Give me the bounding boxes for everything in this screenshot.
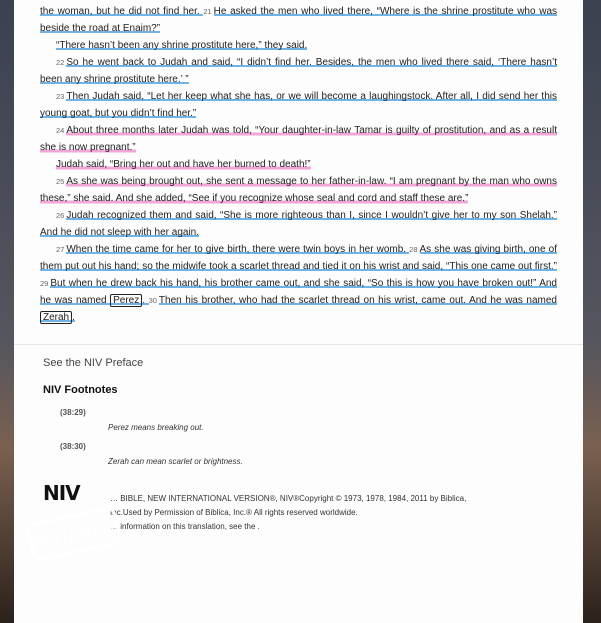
copyright-line[interactable]: … information on this translation, see the . [110,522,260,531]
niv-preface-link[interactable]: See the NIV Preface [43,357,144,369]
footnote [60,408,557,432]
footnote-text: Perez means breaking out. [108,423,204,432]
verse-number[interactable]: 22 [56,58,65,67]
verse-number[interactable]: 21 [203,7,212,16]
divider [14,344,583,345]
verse-number[interactable]: 23 [56,92,65,101]
footnote-ref[interactable]: (38:29) [60,408,86,417]
verse-number[interactable]: 25 [56,177,65,186]
copyright-line: … BIBLE, NEW INTERNATIONAL VERSION®, NIV®Copyright © 1973, 1978, 1984, 2011 by Biblica, [110,494,467,503]
verse-paragraph [40,207,557,241]
verse-text: But when he drew back his hand, his brother came out, and she said, “So this is how you have broken out!” And he was named [40,278,557,306]
verse-text: He asked the men who lived there, “Where is the shrine prostitute who was beside the road at Enaim?” [40,6,558,34]
verse-text: Then his brother, who had the scarlet thread on his wrist, came out. And he was named [158,295,557,306]
verse-text: As she was being brought out, she sent a message to her father-in-law. “I am pregnant by the man who owns these,” she said. And she added, “See if you recognize whose seal and cord and staff these are.” [40,176,557,204]
footnote [60,442,557,466]
verse-text: “There hasn’t been any shrine prostitute here,” they said. [56,40,308,51]
scripture-text [40,0,557,326]
verse-paragraph [40,241,557,326]
verse-text: So he went back to Judah and said, “I didn’t find her. Besides, the men who lived there said, ‘There hasn’t been any shrine prostitute here.’ ” [40,57,557,85]
verse-text: As she was giving birth, one of them put out his hand; so the midwife took a scarlet thread and tied it on his wrist and said, “This one came out first.” [40,244,557,272]
verse-text: . [72,312,75,323]
verse-text: Judah recognized them and said, “She is more righteous than I, since I wouldn’t give her to my son Shelah.” And he did not sleep with her again. [40,210,557,238]
watermark-text: Scripture [29,516,119,555]
verse-text: Judah said, “Bring her out and have her burned to death!” [56,159,311,170]
niv-logo: NIV [43,481,80,505]
verse-number[interactable]: 28 [409,245,418,254]
verse-text: Then Judah said, “Let her keep what she has, or we will become a laughingstock. After all, I did send her this young goat, but you didn’t find her.” [40,91,557,119]
verse-paragraph [40,88,557,122]
verse-number[interactable]: 29 [40,279,49,288]
verse-paragraph [40,173,557,207]
boxed-name: Perez [110,294,142,307]
verse-paragraph [40,156,557,173]
background-right [583,0,601,623]
verse-text: About three months later Judah was told, “Your daughter-in-law Tamar is guilty of prostitution, and as a result she is now pregnant.” [40,125,557,153]
verse-paragraph [40,3,557,37]
copyright-line: Inc.Used by Permission of Biblica, Inc.® All rights reserved worldwide. [110,508,358,517]
background-left [0,0,14,623]
verse-number[interactable]: 30 [148,296,157,305]
verse-text: When the time came for her to give birth, there were twin boys in her womb. [66,244,410,255]
verse-paragraph [40,54,557,88]
verse-number[interactable]: 26 [56,211,65,220]
verse-text: . [142,295,149,306]
verse-paragraph [40,37,557,54]
verse-number[interactable]: 24 [56,126,65,135]
verse-paragraph [40,122,557,156]
verse-text: the woman, but he did not find her. [40,6,204,17]
footnote-text: Zerah can mean scarlet or brightness. [108,457,243,466]
verse-number[interactable]: 27 [56,245,65,254]
footnote-ref[interactable]: (38:30) [60,442,86,451]
footnotes-title: NIV Footnotes [43,384,118,396]
boxed-name: Zerah [40,311,72,324]
